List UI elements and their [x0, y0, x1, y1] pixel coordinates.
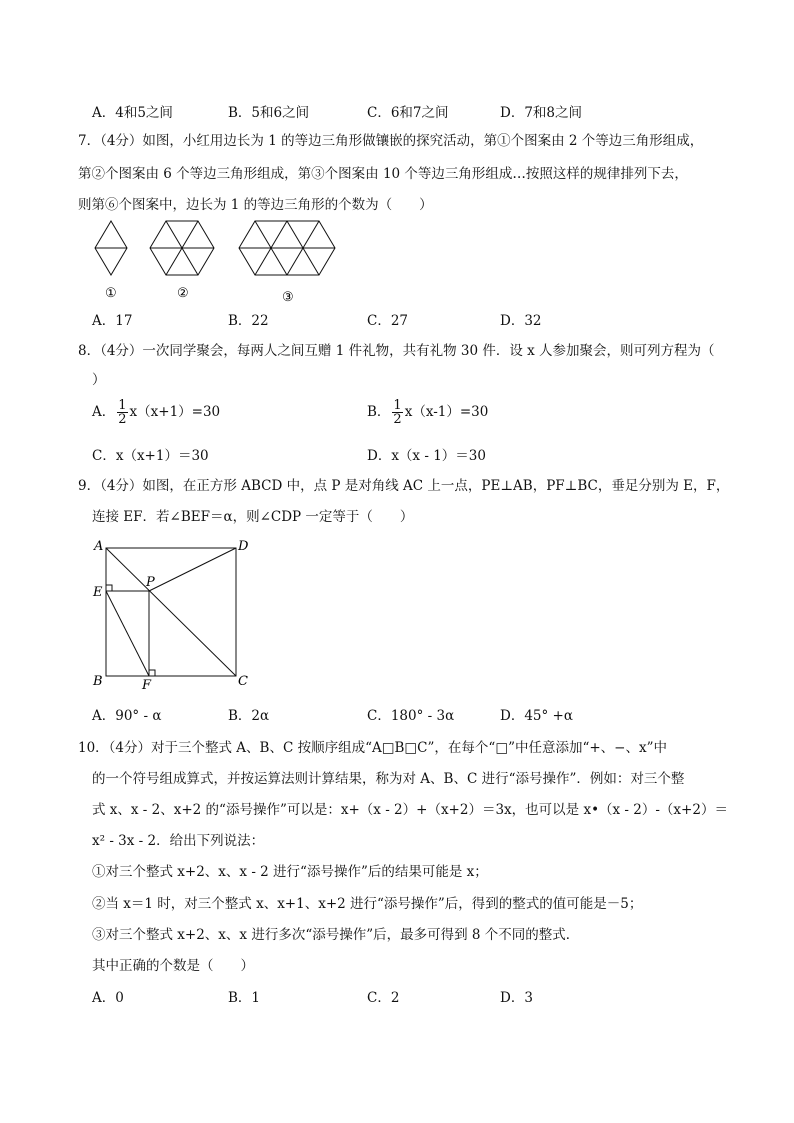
- q7-text-line-1: 7．（4分）如图，小红用边长为 1 的等边三角形做镶嵌的探究活动，第①个图案由 2 个等边三角形组成，: [78, 133, 704, 149]
- q8-option-b-label: B．: [367, 404, 391, 420]
- q8-option-b-expr: x（x-1）=30: [404, 404, 489, 420]
- q9-option-b: B．2α: [228, 708, 270, 724]
- q7-option-c: C．27: [367, 313, 409, 329]
- q10-question: 其中正确的个数是（ ）: [92, 958, 254, 974]
- q7-fig-label-1: ①: [105, 286, 117, 301]
- q9-point-c: C: [238, 674, 248, 689]
- q6-option-d: D．7和8之间: [500, 105, 583, 121]
- q7-option-b: B．22: [228, 313, 269, 329]
- q10-text-line-1: 10．（4分）对于三个整式 A、B、C 按顺序组成“A□B□C”，在每个“□”中任意添加“+、−、x”中: [78, 740, 668, 756]
- q10-text-line-4: x² - 3x - 2．给出下列说法：: [92, 833, 265, 849]
- q8-option-a: [92, 399, 220, 426]
- q10-option-c: C．2: [367, 990, 400, 1006]
- q10-option-d: D．3: [500, 990, 533, 1006]
- q9-point-a: A: [94, 539, 104, 554]
- q9-point-e: E: [93, 585, 103, 600]
- q9-point-b: B: [93, 674, 103, 689]
- q8-option-b: [367, 399, 488, 426]
- q9-point-f: F: [142, 678, 152, 693]
- q7-option-a: A．17: [92, 313, 133, 329]
- q9-option-a: A．90° - α: [92, 708, 162, 724]
- q8-text-line-1: 8．（4分）一次同学聚会，每两人之间互赠 1 件礼物，共有礼物 30 件．设 x 人参加聚会，则可列方程为（: [78, 343, 715, 359]
- q10-statement-1: ①对三个整式 x+2、x、x - 2 进行“添号操作”后的结果可能是 x；: [92, 864, 488, 880]
- q8-text-line-2: ）: [92, 372, 106, 388]
- q8-option-a-label: A．: [92, 404, 116, 420]
- q10-text-line-3: 式 x、x - 2、x+2 的“添号操作”可以是：x+（x - 2）+（x+2）＝3x，也可以是 x•（x - 2）-（x+2）＝: [92, 802, 728, 818]
- q8-option-a-expr: x（x+1）=30: [129, 404, 221, 420]
- q10-statement-2: ②当 x＝1 时，对三个整式 x、x+1、x+2 进行“添号操作”后，得到的整式的值可能是－5；: [92, 896, 643, 912]
- q6-option-b: B．5和6之间: [228, 105, 310, 121]
- q10-option-b: B．1: [228, 990, 261, 1006]
- q9-point-d: D: [238, 539, 249, 554]
- q9-figure-square: [88, 533, 258, 695]
- q10-statement-3: ③对三个整式 x+2、x、x 进行多次“添号操作”后，最多可得到 8 个不同的整式．: [92, 927, 580, 943]
- q10-text-line-2: 的一个符号组成算式，并按运算法则计算结果，称为对 A、B、C 进行“添号操作”．例如：对三个整: [92, 771, 685, 787]
- q7-fig-label-3: ③: [282, 290, 294, 305]
- q6-option-a: A．4和5之间: [92, 105, 173, 121]
- q9-point-p: P: [146, 575, 155, 590]
- q7-figure: [85, 215, 345, 310]
- fraction-one-half: $\frac{1}{2}$: [393, 398, 402, 427]
- q10-option-a: A．0: [92, 990, 124, 1006]
- q7-fig-label-2: ②: [177, 286, 189, 301]
- q6-option-c: C．6和7之间: [367, 105, 449, 121]
- q9-text-line-2: 连接 EF．若∠BEF＝α，则∠CDP 一定等于（ ）: [92, 509, 414, 525]
- q7-option-d: D．32: [500, 313, 542, 329]
- q9-text-line-1: 9．（4分）如图，在正方形 ABCD 中，点 P 是对角线 AC 上一点，PE⊥AB，PF⊥BC，垂足分别为 E，F，: [78, 478, 730, 494]
- q7-text-line-3: 则第⑥个图案中，边长为 1 的等边三角形的个数为（ ）: [78, 197, 433, 213]
- q9-option-d: D．45° +α: [500, 708, 573, 724]
- q9-option-c: C．180° - 3α: [367, 708, 455, 724]
- fraction-one-half: $\frac{1}{2}$: [118, 398, 127, 427]
- q8-option-d: D．x（x - 1）＝30: [367, 448, 486, 464]
- q8-option-c: C．x（x+1）＝30: [92, 448, 209, 464]
- q7-text-line-2: 第②个图案由 6 个等边三角形组成，第③个图案由 10 个等边三角形组成…按照这样的规律排列下去，: [78, 166, 688, 182]
